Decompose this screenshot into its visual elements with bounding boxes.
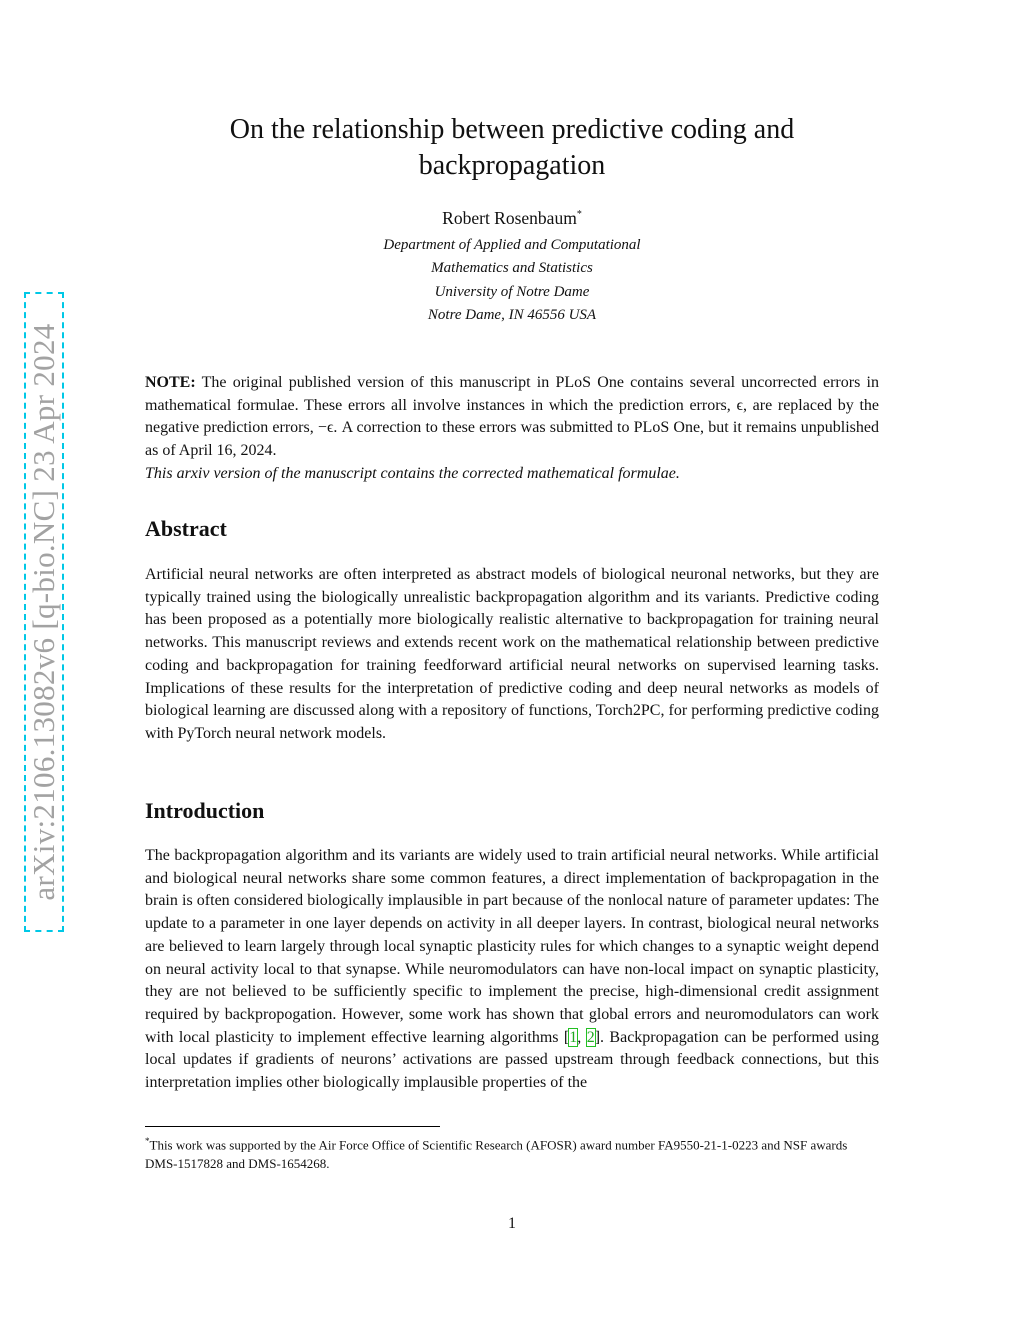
- arxiv-identifier-stamp[interactable]: [24, 292, 64, 932]
- abstract-heading: Abstract: [145, 516, 227, 541]
- title-line-2: backpropagation: [418, 150, 606, 181]
- note-paragraph: [145, 372, 879, 463]
- citation-separator: ,: [577, 1028, 587, 1046]
- author-name: Robert Rosenbaum: [442, 208, 577, 228]
- affiliation: [150, 234, 874, 327]
- footnote-text: This work was supported by the Air Force Office of Scientific Research (AFOSR) award number FA9550-21-1-0223 and NSF awards DMS-1517828 and DMS-1654268.: [145, 1137, 848, 1172]
- author: [150, 208, 874, 229]
- title-line-1: On the relationship between predictive coding and: [229, 114, 795, 145]
- intro-text-part-2: ]. Backpropagation can be performed using local updates if gradients of neurons’ activations are passed upstream through feedback connections, but this interpretation implies other biologically implausible properties of the: [145, 1028, 880, 1092]
- introduction-text: [145, 845, 879, 1095]
- affiliation-line: Department of Applied and Computational: [383, 237, 641, 253]
- arxiv-identifier: arXiv:2106.13082v6 [q-bio.NC] 23 Apr 2024: [26, 323, 61, 901]
- abstract-text: Artificial neural networks are often interpreted as abstract models of biological neuronal networks, but they are typically trained using the biologically unrealistic backpropagation algorithm and its variants. Predictive coding has been proposed as a potentially more biologically realistic alternative to backpropagation for training neural networks. This manuscript reviews and extends recent work on the mathematical relationship between predictive coding and backpropagation for training feedforward artificial neural networks on supervised learning tasks. Implications of these results for the interpretation of predictive coding and deep neural networks as models of biological learning are discussed along with a repository of functions, Torch2PC, for performing predictive coding with PyTorch neural network models.: [145, 566, 879, 742]
- affiliation-line: University of Notre Dame: [434, 283, 590, 300]
- intro-text-part-1: The backpropagation algorithm and its variants are widely used to train artificial neural networks. While artificial and biological neural networks share some common features, a direct implementation of backpropagation in the brain is often considered biologically implausible in part because of the nonlocal nature of parameter updates: The update to a parameter in one layer depends on activity in all deeper layers. In contrast, biological neural networks are believed to learn largely through local synaptic plasticity rules for which changes to a synaptic weight depend on neural activity local to that synapse. While neuromodulators can have non-local impact on synaptic plasticity, they are not believed to be sufficiently specific to implement the precise, high-dimensional credit assignment required by backpropogation. However, some work has shown that global errors and neuromodulators can work with local plasticity to implement effective learning algorithms [: [145, 847, 879, 1046]
- affiliation-line: Notre Dame, IN 46556 USA: [427, 306, 597, 323]
- paper-title: [150, 112, 874, 184]
- citation-link-2[interactable]: 2: [586, 1028, 595, 1046]
- note-label: NOTE:: [145, 374, 196, 391]
- affiliation-line: Mathematics and Statistics: [431, 260, 593, 277]
- author-footnote-mark[interactable]: *: [576, 209, 582, 221]
- note-italic-line: This arxiv version of the manuscript contains the corrected mathematical formulae.: [145, 464, 680, 482]
- page-number: 1: [508, 1215, 516, 1232]
- footnote: [145, 1132, 879, 1173]
- correction-note: [145, 372, 879, 486]
- citation-link-1[interactable]: 1: [569, 1028, 578, 1046]
- note-text: The original published version of this manuscript in PLoS One contains several uncorrected errors in mathematical formulae. These errors all involve instances in which the prediction errors, ϵ, are replaced by the negative prediction errors, −ϵ. A correction to these errors was submitted to PLoS One, but it remains unpublished as of April 16, 2024.: [145, 374, 879, 460]
- footnote-mark: *: [145, 1136, 150, 1146]
- introduction-heading: Introduction: [145, 798, 265, 823]
- footnote-divider: [145, 1126, 440, 1127]
